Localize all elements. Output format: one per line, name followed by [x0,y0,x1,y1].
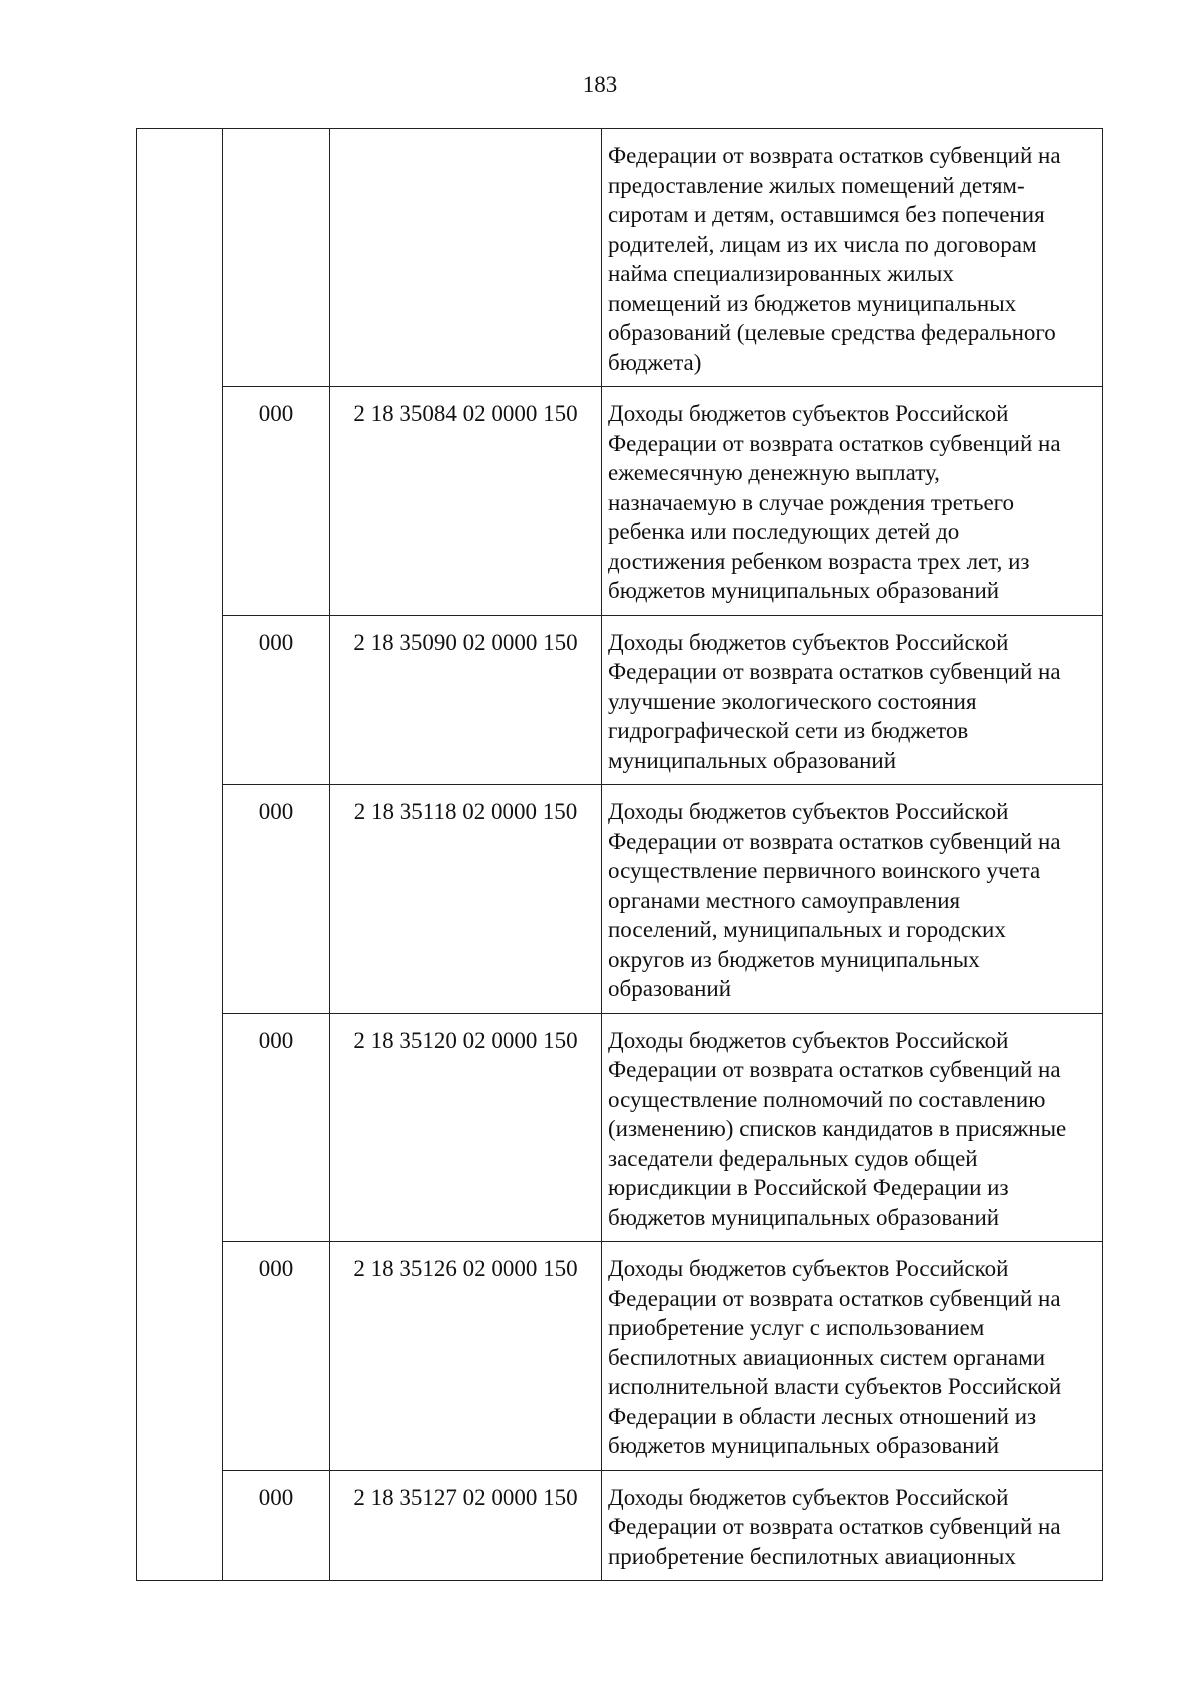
income-name-line: (изменению) списков кандидатов в присяжные [608,1116,1067,1141]
income-name-line: Федерации от возврата остатков субвенций на [608,828,1061,854]
budget-code-cell: 2 18 35120 02 0000 150 [330,1013,602,1242]
budget-code-cell [330,129,602,387]
income-name-cell [602,1470,1103,1581]
income-name-line: заседатели федеральных судов общей [608,1145,978,1171]
income-name-line: органами местного самоуправления [608,887,961,913]
income-name-line: достижения ребенком возраста трех лет, из [608,548,1030,574]
income-name-line: бюджетов муниципальных образований [608,578,1000,603]
admin-code-cell: 000 [223,1470,330,1581]
income-name-line: образований (целевые средства федерального [608,320,1056,345]
admin-code-cell [223,129,330,387]
budget-code-cell: 2 18 35118 02 0000 150 [330,785,602,1014]
income-name-line: предоставление жилых помещений детям- [608,172,1025,198]
income-name-line: сиротам и детям, оставшимся без попечения [608,202,1045,227]
income-name-line: образований [608,976,732,1001]
table-row [137,785,1103,1014]
table-body [137,129,1103,1581]
income-name-line: ежемесячную денежную выплату, [608,460,940,485]
income-name-line: муниципальных образований [608,747,897,773]
budget-codes-table [136,128,1103,1581]
income-name-line: ребенка или последующих детей до [608,519,960,544]
budget-code-cell: 2 18 35127 02 0000 150 [330,1470,602,1581]
income-name-line: Федерации от возврата остатков субвенций на [608,430,1061,456]
income-name-line: исполнительной власти субъектов Российской [608,1374,1062,1399]
admin-code-cell: 000 [223,1013,330,1242]
income-name-line: бюджета) [608,349,702,375]
income-name-line: Доходы бюджетов субъектов Российской [608,1256,1009,1281]
income-name-line: осуществление первичного воинского учета [608,858,1041,883]
table-row [137,129,1103,387]
admin-code-cell: 000 [223,1242,330,1471]
income-name-line: Доходы бюджетов субъектов Российской [608,629,1009,655]
income-name-line: юрисдикции в Российской Федерации из [608,1175,1009,1200]
income-name-line: бюджетов муниципальных образований [608,1433,1000,1458]
income-name-cell [602,129,1103,387]
income-name-cell [602,1242,1103,1471]
admin-code-cell: 000 [223,615,330,785]
income-name-line: Федерации от возврата остатков субвенций на [608,143,1061,168]
page-number: 183 [582,72,618,97]
income-name-cell [602,785,1103,1014]
table-row [137,1242,1103,1471]
income-name-line: Доходы бюджетов субъектов Российской [608,1484,1009,1510]
table-row [137,1470,1103,1581]
income-name-line: Федерации от возврата остатков субвенций на [608,659,1061,684]
income-name-line: осуществление полномочий по составлению [608,1086,1046,1112]
income-name-line: помещений из бюджетов муниципальных [608,290,1017,316]
income-name-line: родителей, лицам из их числа по договорам [608,231,1037,257]
income-name-line: поселений, муниципальных и городских [608,917,1006,942]
admin-code-cell: 000 [223,387,330,616]
income-name-line: бюджетов муниципальных образований [608,1204,1000,1230]
income-name-line: улучшение экологического состояния [608,688,977,714]
budget-code-cell: 2 18 35126 02 0000 150 [330,1242,602,1471]
income-name-line: приобретение услуг с использованием [608,1315,985,1340]
budget-code-cell: 2 18 35084 02 0000 150 [330,387,602,616]
income-name-line: Доходы бюджетов субъектов Российской [608,401,1009,426]
income-name-line: округов из бюджетов муниципальных [608,946,980,972]
income-name-line: Доходы бюджетов субъектов Российской [608,799,1009,824]
row-number-cell [137,129,223,1581]
income-name-line: найма специализированных жилых [608,261,954,286]
income-name-cell [602,1013,1103,1242]
income-name-line: Федерации от возврата остатков субвенций на [608,1285,1061,1311]
income-name-line: беспилотных авиационных систем органами [608,1344,1046,1370]
table-row [137,615,1103,785]
table-row [137,1013,1103,1242]
income-name-line: Федерации от возврата остатков субвенций на [608,1057,1061,1082]
income-name-line: Федерации в области лесных отношений из [608,1403,1037,1429]
table-row [137,387,1103,616]
budget-code-cell: 2 18 35090 02 0000 150 [330,615,602,785]
income-name-cell [602,387,1103,616]
income-name-line: приобретение беспилотных авиационных [608,1543,1016,1569]
income-name-cell [602,615,1103,785]
income-name-line: гидрографической сети из бюджетов [608,718,969,743]
admin-code-cell: 000 [223,785,330,1014]
income-name-line: назначаемую в случае рождения третьего [608,489,1015,515]
income-name-line: Федерации от возврата остатков субвенций на [608,1514,1061,1539]
income-name-line: Доходы бюджетов субъектов Российской [608,1027,1009,1053]
